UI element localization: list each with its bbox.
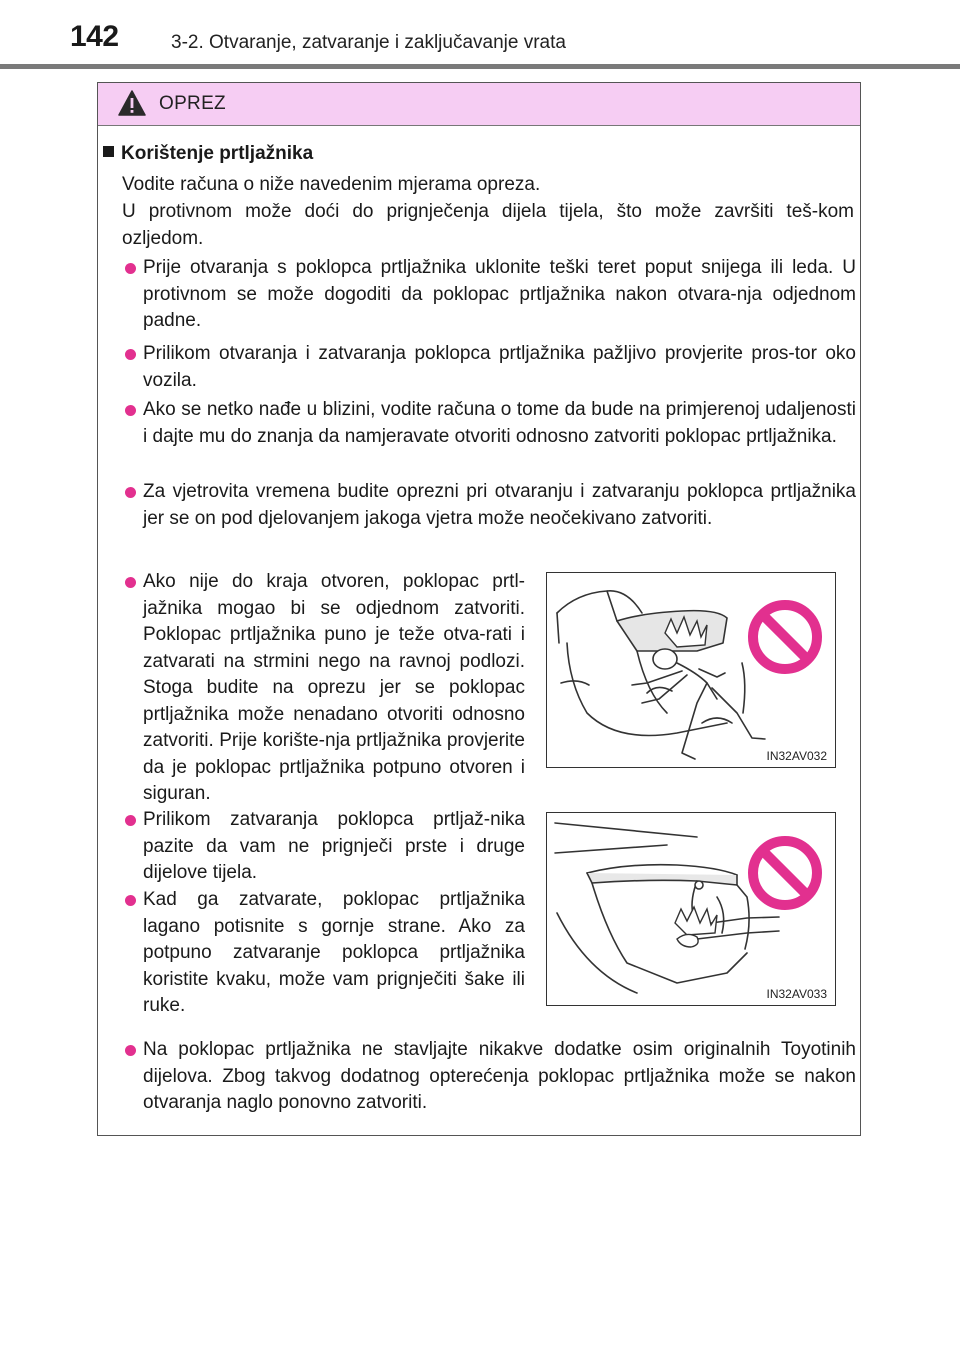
bullet-dot-icon [125, 487, 136, 498]
bullet-item [122, 397, 856, 450]
caution-header [98, 83, 860, 126]
bullet-item [122, 887, 525, 1020]
prohibition-icon [753, 605, 817, 669]
caution-label: OPREZ [159, 93, 226, 114]
figure-trunk-falling [546, 572, 836, 768]
figure-code: IN32AV032 [766, 749, 827, 763]
trunk-falling-illustration [547, 573, 836, 768]
warning-triangle-icon [118, 90, 146, 116]
square-bullet-icon [103, 146, 114, 157]
intro-text [122, 171, 854, 252]
trunk-closing-illustration [547, 813, 836, 1006]
section-title-text: Korištenje prtljažnika [121, 143, 314, 164]
page-header [0, 0, 960, 72]
bullet-item [122, 807, 525, 887]
bullet-dot-icon [125, 349, 136, 360]
bullet-dot-icon [125, 263, 136, 274]
bullet-text: Ako nije do kraja otvoren, poklopac prtl-jažnika mogao bi se odjednom zatvoriti. Poklopac prtljažnika puno je teže otva-rati i zatvarati na strmini nego na ravnoj podlozi. Stoga budite na oprezu jer se poklopac prtljažnika može nenadano otvoriti odnosno zatvoriti. Prije korište-nja prtljažnika provjerite da je poklopac prtljažnika potpuno otvoren i siguran. [143, 571, 525, 804]
bullet-text: Prilikom otvaranja i zatvaranja poklopca prtljažnika pažljivo provjerite pros-tor oko vozila. [143, 343, 856, 391]
bullet-item [122, 255, 856, 335]
section-title [103, 143, 313, 165]
intro-line-1: Vodite računa o niže navedenim mjerama opreza. [122, 174, 541, 195]
bullet-text: Na poklopac prtljažnika ne stavljajte nikakve dodatke osim originalnih Toyotinih dijelova. Zbog takvog dodatnog opterećenja poklopac prtljažnika može se nakon otvaranja naglo ponovno zatvoriti. [143, 1039, 856, 1113]
intro-line-2: U protivnom može doći do prignječenja dijela tijela, što može završiti teš-kom ozljedom. [122, 201, 854, 249]
bullet-dot-icon [125, 895, 136, 906]
page-number: 142 [70, 20, 119, 53]
bullet-item [122, 341, 856, 394]
bullet-text: Ako se netko nađe u blizini, vodite računa o tome da bude na primjerenoj udaljenosti i dajte mu do znanja da namjeravate otvoriti odnosno zatvoriti poklopac prtljažnika. [143, 399, 856, 447]
chapter-title: 3-2. Otvaranje, zatvaranje i zaključavanje vrata [171, 32, 566, 53]
bullet-dot-icon [125, 815, 136, 826]
header-rule [0, 64, 960, 69]
bullet-dot-icon [125, 1045, 136, 1056]
bullet-item [122, 479, 856, 532]
bullet-item [122, 1037, 856, 1117]
prohibition-icon [753, 841, 817, 905]
caution-box [97, 82, 861, 1136]
figure-trunk-closing [546, 812, 836, 1006]
bullet-text: Prilikom zatvaranja poklopca prtljaž-nika pazite da vam ne prignječi prste i druge dijelove tijela. [143, 809, 525, 883]
bullet-text: Za vjetrovita vremena budite oprezni pri otvaranju i zatvaranju poklopca prtljažnika jer se on pod djelovanjem jakoga vjetra može neočekivano zatvoriti. [143, 481, 856, 529]
bullet-text: Kad ga zatvarate, poklopac prtljažnika lagano potisnite s gornje strane. Ako za potpuno zatvaranje poklopca prtljažnika koristite kvaku, može vam prignječiti šake ili ruke. [143, 889, 525, 1016]
bullet-dot-icon [125, 405, 136, 416]
bullet-dot-icon [125, 577, 136, 588]
bullet-item [122, 569, 525, 808]
figure-code: IN32AV033 [766, 987, 827, 1001]
bullet-text: Prije otvaranja s poklopca prtljažnika uklonite teški teret poput snijega ili leda. U protivnom se može dogoditi da poklopac prtljažnika nakon otvara-nja odjednom padne. [143, 257, 856, 331]
